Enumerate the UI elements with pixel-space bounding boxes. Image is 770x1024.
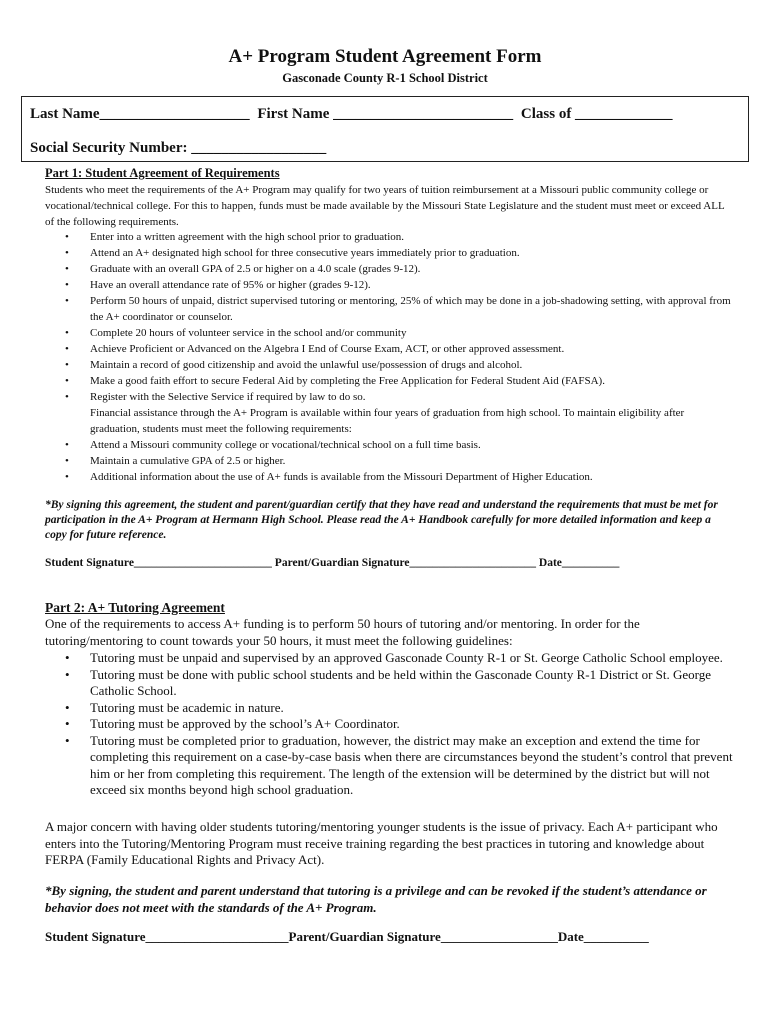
page-title: A+ Program Student Agreement Form (228, 46, 542, 67)
list-item: • Attend an A+ designated high school for three consecutive years immediately prior to graduation. (45, 245, 735, 261)
part2-privacy-paragraph: A major concern with having older students tutoring/mentoring younger students is the issue of privacy. Each A+ participant who enters into the Tutoring/Mentoring Program must receive training regarding the best practices in tutoring and knowledge about FERPA (Family Educational Rights and Privacy Act). (45, 819, 718, 867)
list-item: • Have an overall attendance rate of 95% or higher (grades 9-12). (45, 277, 735, 293)
list-item: • Register with the Selective Service if required by law to do so. (45, 389, 735, 405)
list-item: • Enter into a written agreement with the high school prior to graduation. (45, 229, 735, 245)
ssn-row (30, 140, 330, 157)
list-item: • Perform 50 hours of unpaid, district supervised tutoring or mentoring, 25% of which may be done in a job-shadowing setting, with approval from the A+ coordinator or counselor. (45, 293, 735, 325)
list-item: • Tutoring must be academic in nature. (45, 700, 735, 717)
part1-intro: Students who meet the requirements of the A+ Program may qualify for two years of tuition reimbursement at a Missouri public community college or vocational/technical college. For this to happen, funds must be made available by the Missouri State Legislature and the student must meet or exceed ALL of the following requirements. (45, 184, 725, 228)
first-name-field[interactable]: First Name ________________________ (257, 106, 514, 122)
list-item: • Complete 20 hours of volunteer service in the school and/or community (45, 325, 735, 341)
name-row (30, 106, 677, 123)
list-item: • Maintain a record of good citizenship and avoid the unlawful use/possession of drugs and alcohol. (45, 357, 735, 373)
list-item: • Additional information about the use of A+ funds is available from the Missouri Department of Higher Education. (45, 469, 735, 485)
list-item: • Attend a Missouri community college or vocational/technical school on a full time basis. (45, 437, 735, 453)
part2-privilege-note: *By signing, the student and parent understand that tutoring is a privilege and can be revoked if the student’s attendance or behavior does not meet with the standards of the A+ Program. (45, 883, 707, 915)
list-item: • Graduate with an overall GPA of 2.5 or higher on a 4.0 scale (grades 9-12). (45, 261, 735, 277)
list-item: • Achieve Proficient or Advanced on the Algebra I End of Course Exam, ACT, or other approved assessment. (45, 341, 735, 357)
list-item: • Tutoring must be done with public school students and be held within the Gasconade County R-1 District or St. George Catholic School. (45, 667, 735, 700)
class-of-field[interactable]: Class of _____________ (520, 106, 673, 122)
district-name: Gasconade County R-1 School District (282, 71, 488, 85)
part1-certify-note: *By signing this agreement, the student and parent/guardian certify that they have read and understand the requirements that must be met for participation in the A+ Program at Hermann High School. Please read the A+ Handbook carefully for more detailed information and keep a copy for future reference. (45, 499, 718, 541)
list-item: • Maintain a cumulative GPA of 2.5 or higher. (45, 453, 735, 469)
list-item: • Tutoring must be completed prior to graduation, however, the district may make an exception and extend the time for completing this requirement on a case-by-case basis when there are circumstances beyond the student’s control that prevent him or her from completing this requirement. The length of the extension will be determined by the district but will not exceed six months beyond high school graduation. (45, 733, 735, 799)
part2-guidelines-list (45, 650, 735, 799)
ssn-field[interactable]: Social Security Number: __________________ (30, 140, 327, 156)
last-name-field[interactable]: Last Name____________________ (30, 106, 250, 122)
eligibility-continuation: Financial assistance through the A+ Program is available within four years of graduation from high school. To maintain eligibility after graduation, students must meet the following requirements: (90, 407, 685, 435)
part1-heading: Part 1: Student Agreement of Requirements (45, 166, 280, 180)
part2-intro: One of the requirements to access A+ funding is to perform 50 hours of tutoring and/or mentoring. In order for the tutoring/mentoring to count towards your 50 hours, it must meet the following guidelines: (45, 616, 640, 648)
part2-heading: Part 2: A+ Tutoring Agreement (45, 600, 225, 615)
part1-requirements-list (45, 229, 735, 485)
list-item: • Tutoring must be unpaid and supervised by an approved Gasconade County R-1 or St. George Catholic School employee. (45, 650, 735, 667)
list-item: • Make a good faith effort to secure Federal Aid by completing the Free Application for Federal Student Aid (FAFSA). (45, 373, 735, 389)
student-id-box (21, 96, 749, 162)
part2-signature-line[interactable]: Student Signature______________________Parent/Guardian Signature__________________Date__________ (45, 929, 649, 944)
list-item: • Tutoring must be approved by the school’s A+ Coordinator. (45, 716, 735, 733)
part1-signature-line[interactable]: Student Signature________________________ Parent/Guardian Signature______________________ Date__________ (45, 557, 620, 569)
